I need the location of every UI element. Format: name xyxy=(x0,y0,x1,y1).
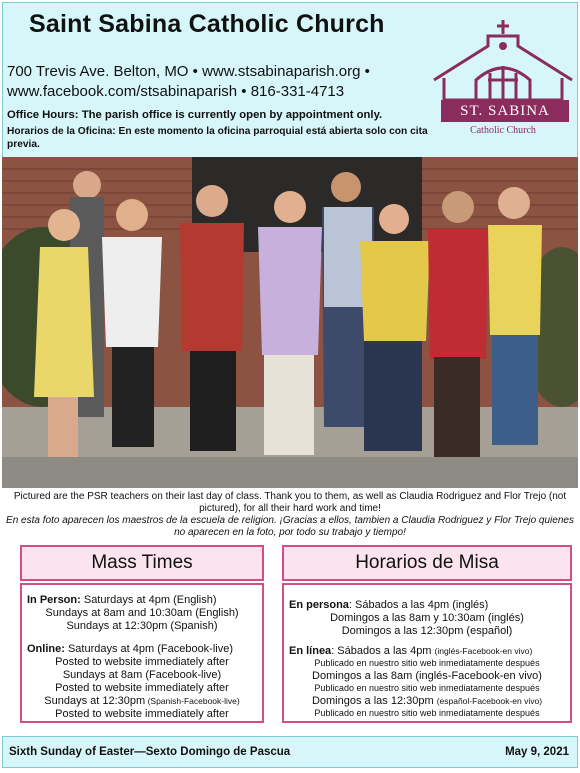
in-person-line-2: Sundays at 8am and 10:30am (English) xyxy=(45,607,239,619)
persona-line-3: Domingos a las 12:30pm (español) xyxy=(341,625,513,637)
linea-line-5: Domingos a las 12:30pm (español-Facebook-en vivo) xyxy=(311,695,543,707)
linea-line: En línea: Sábados a las 4pm (inglés-Facebook-en vivo) xyxy=(289,645,533,657)
linea-line-4: Publicado en nuestro sitio web inmediatamente después xyxy=(314,683,540,693)
online-line-4: Posted to website immediately after xyxy=(55,682,229,694)
in-person-line-3: Sundays at 12:30pm (Spanish) xyxy=(66,620,218,632)
online-line-6: Posted to website immediately after xyxy=(55,708,229,720)
office-hours-english: Office Hours: The parish office is currently open by appointment only. xyxy=(7,109,383,121)
bulletin-date: May 9, 2021 xyxy=(505,746,569,758)
liturgical-day: Sixth Sunday of Easter—Sexto Domingo de Pascua xyxy=(9,746,291,758)
address-line-1: 700 Trevis Ave. Belton, MO • www.stsabinaparish.org • xyxy=(7,63,370,80)
photo-caption xyxy=(4,491,576,539)
linea-line-6: Publicado en nuestro sitio web inmediatamente después xyxy=(314,708,540,718)
online-line-3: Sundays at 8am (Facebook-live) xyxy=(62,669,222,681)
online-line-2: Posted to website immediately after xyxy=(55,656,229,668)
horarios-panel xyxy=(282,583,572,723)
horarios-title: Horarios de Misa xyxy=(282,545,572,581)
bulletin-footer xyxy=(2,736,578,768)
linea-line-3: Domingos a las 8am (inglés-Facebook-en vivo) xyxy=(312,670,542,682)
office-hours-spanish: Horarios de la Oficina: En este momento la oficina parroquial está abierta solo con cita previa. xyxy=(7,126,428,150)
church-name: Saint Sabina Catholic Church xyxy=(29,10,385,38)
persona-line: En persona: Sábados a las 4pm (inglés) xyxy=(289,599,489,611)
linea-line-2: Publicado en nuestro sitio web inmediatamente después xyxy=(314,658,540,668)
online-line: Online: Saturdays at 4pm (Facebook-live) xyxy=(27,643,234,655)
caption-spanish: En esta foto aparecen los maestros de la escuela de religion. ¡Gracias a ellos, tambien a Claudia Rodriguez y Flor Trejo quienes no aparecen en la foto, por todo su trabajo y tiempo! xyxy=(6,515,574,538)
in-person-line: In Person: Saturdays at 4pm (English) xyxy=(27,594,217,606)
caption-english: Pictured are the PSR teachers on their last day of class. Thank you to them, as well as Claudia Rodriguez and Flor Trejo (not pictured), for all their hard work and time! xyxy=(13,491,567,514)
mass-times-title: Mass Times xyxy=(20,545,264,581)
online-line-5: Sundays at 12:30pm (Spanish-Facebook-live) xyxy=(44,695,240,707)
logo-name: ST. SABINA xyxy=(441,100,569,122)
persona-line-2: Domingos a las 8am y 10:30am (inglés) xyxy=(330,612,524,624)
logo-subtitle: Catholic Church xyxy=(470,125,536,136)
mass-times-panel xyxy=(20,583,264,723)
group-photo xyxy=(2,157,578,488)
address-line-2: www.facebook.com/stsabinaparish • 816-331-4713 xyxy=(7,83,345,100)
